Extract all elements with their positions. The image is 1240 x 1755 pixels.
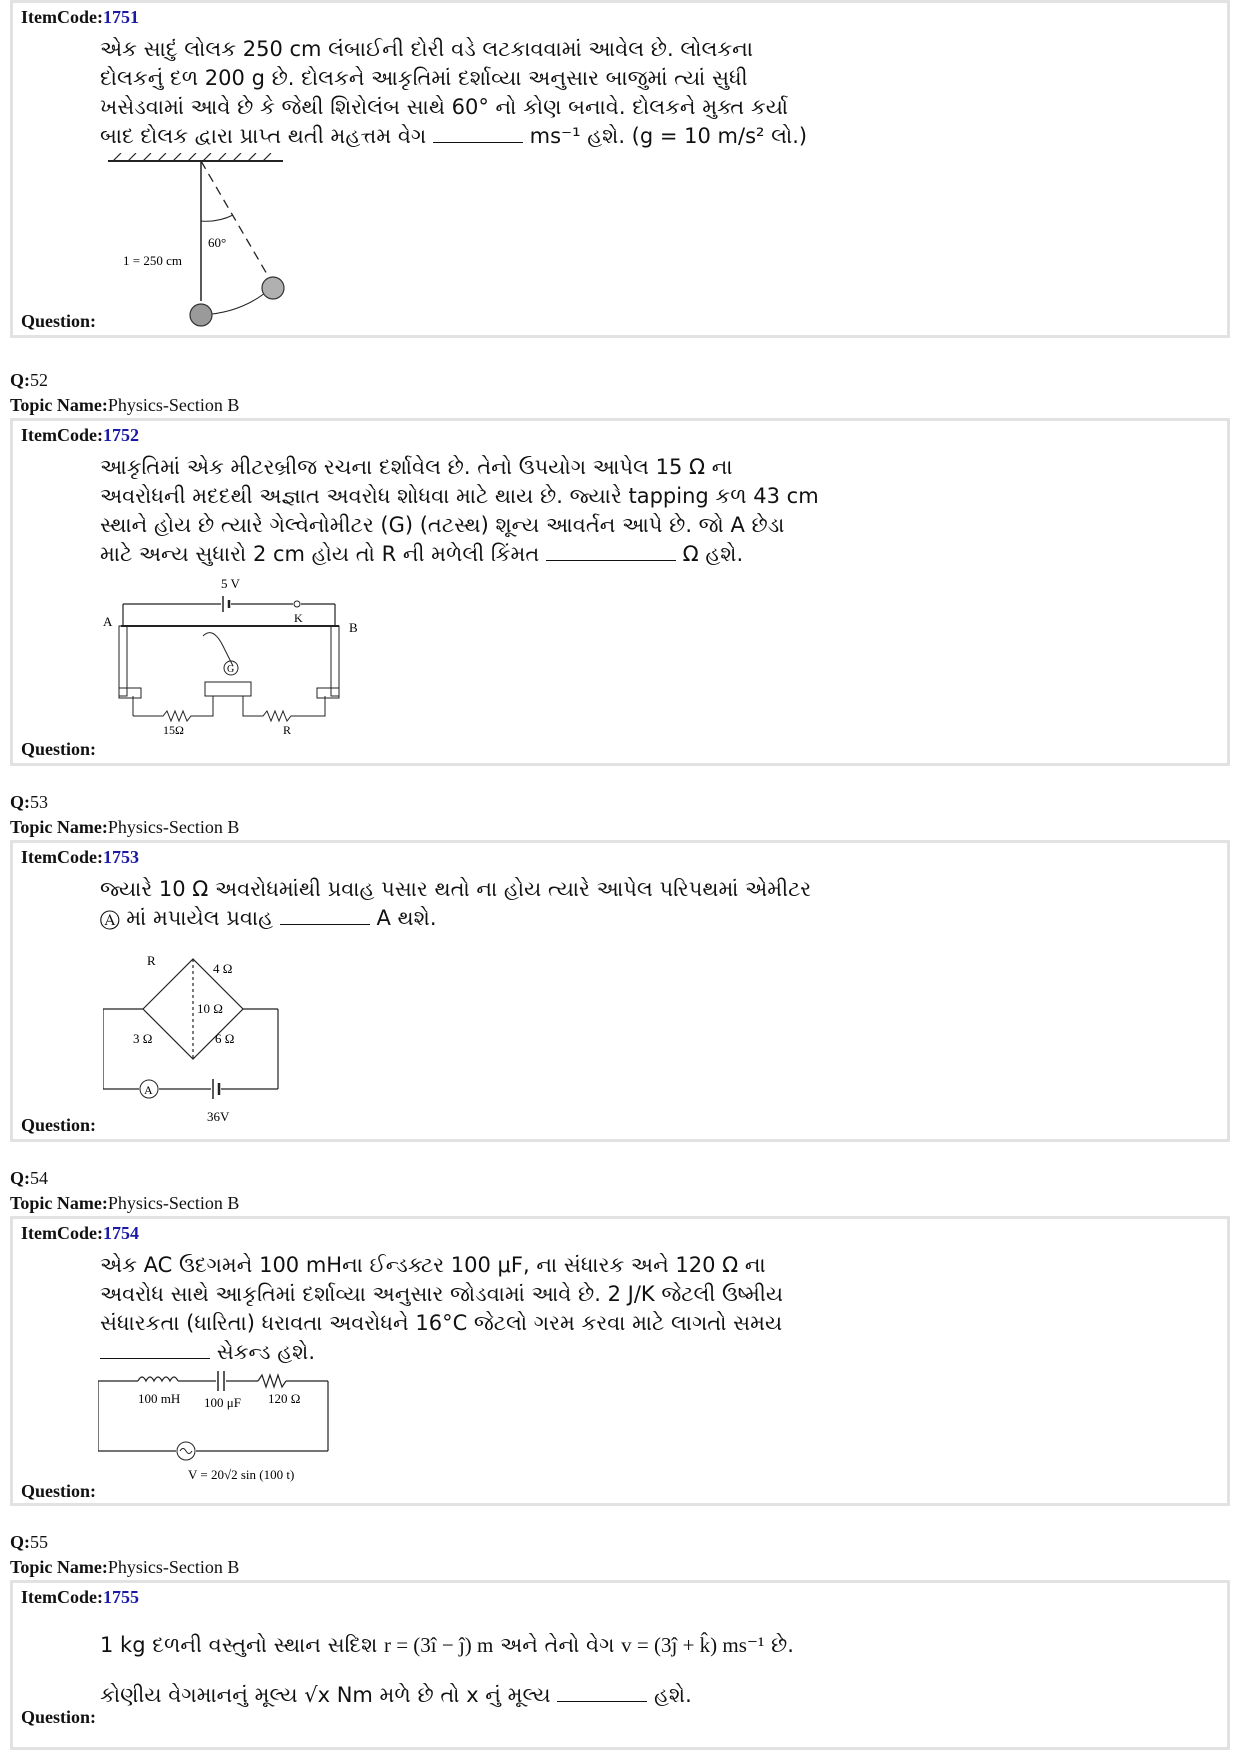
question-label: Question: — [21, 1481, 97, 1501]
stem-tail: સેકન્ડ હશે. — [216, 1340, 316, 1364]
length-label: 1 = 250 cm — [123, 253, 182, 268]
question-number — [10, 792, 48, 813]
stem-part: કોણીય વેગમાનનું મૂલ્ય √x Nm મળે છે તો x નું મૂલ્ય — [100, 1683, 551, 1707]
item-code — [21, 1223, 139, 1244]
question-card-1754 — [10, 1216, 1230, 1506]
question-label: Question: — [21, 1115, 97, 1135]
stem-part: અને તેનો વેગ — [500, 1633, 615, 1657]
stem-text: એક સાદું લોલક 250 cm લંબાઈની દોરી વડે લટકાવવામાં આવેલ છે. લોલકના દોલકનું દળ 200 g છે. દોલકને આકૃતિમાં દર્શાવ્યા અનુસાર બાજુમાં ત્યાં સુધી ખસેડવામાં આવે છે કે જેથી શિરોલંબ સાથે 60° નો કોણ બનાવે. દોલકને મુક્ત કર્યા બાદ દોલક દ્વારા પ્રાપ્ત થતી મહત્તમ વેગ — [100, 37, 789, 148]
resistor-r-label: R — [283, 723, 292, 736]
item-code-value: 1751 — [102, 7, 139, 27]
source-label: V = 20√2 sin (100 t) — [188, 1467, 295, 1482]
key-label: K — [294, 611, 303, 625]
question-card-1755 — [10, 1580, 1230, 1750]
topic-name — [10, 1193, 239, 1214]
end-a-label: A — [103, 614, 113, 629]
question-card-1753 — [10, 840, 1230, 1142]
topic-name — [10, 817, 239, 838]
resistor-label: 120 Ω — [268, 1391, 301, 1406]
item-code-value: 1755 — [102, 1587, 139, 1607]
stem-tail: ms⁻¹ હશે. (g = 10 m/s² લો.) — [529, 124, 808, 148]
item-code — [21, 7, 139, 28]
topic-label: Topic Name: — [10, 1193, 108, 1213]
question-card-1751 — [10, 0, 1230, 338]
stem-part: 1 kg દળની વસ્તુનો સ્થાન સદિશ — [100, 1633, 378, 1657]
question-stem-line-1 — [100, 1631, 880, 1660]
topic-value: Physics-Section B — [107, 1557, 240, 1577]
item-code-value: 1754 — [102, 1223, 139, 1243]
item-code-label: ItemCode: — [21, 1587, 103, 1607]
meter-bridge-figure — [93, 576, 393, 736]
stem-text: જ્યારે 10 Ω અવરોધમાંથી પ્રવાહ પસાર થતો ના હોય ત્યારે આપેલ પરિપથમાં એમીટર Ⓐ માં મપાયેલ પ્રવાહ — [100, 877, 812, 930]
answer-blank — [280, 906, 370, 925]
answer-blank — [546, 542, 676, 561]
question-stem — [100, 875, 820, 933]
item-code-label: ItemCode: — [21, 847, 103, 867]
answer-blank — [433, 124, 523, 143]
pendulum-figure — [93, 153, 313, 333]
topic-label: Topic Name: — [10, 395, 108, 415]
question-stem — [100, 1251, 820, 1367]
end-b-label: B — [349, 620, 358, 635]
topic-value: Physics-Section B — [107, 817, 240, 837]
question-label: Question: — [21, 311, 97, 331]
q-number: 54 — [30, 1168, 48, 1188]
wheatstone-circuit-figure — [103, 951, 303, 1131]
capacitor-label: 100 μF — [204, 1395, 241, 1410]
resistor-3-label: 3 Ω — [133, 1031, 153, 1046]
question-stem — [100, 453, 820, 569]
question-number — [10, 370, 48, 391]
question-stem-line-2 — [100, 1681, 880, 1710]
q-label: Q: — [10, 792, 30, 812]
item-code — [21, 1587, 139, 1608]
stem-text: એક AC ઉદગમને 100 mHના ઈન્ડક્ટર 100 μF, ના સંધારક અને 120 Ω ના અવરોધ સાથે આકૃતિમાં દર્શાવ્યા અનુસાર જોડવામાં આવે છે. 2 J/K જેટલી ઉષ્મીય સંધારકતા (ધારિતા) ધરાવતા અવરોધને 16°C જેટલો ગરમ કરવા માટે લાગતો સમય — [100, 1253, 784, 1335]
topic-name — [10, 395, 239, 416]
question-label: Question: — [21, 739, 97, 759]
resistor-r-label: R — [147, 953, 156, 968]
ammeter-label: A — [144, 1083, 153, 1097]
q-label: Q: — [10, 370, 30, 390]
angle-label: 60° — [208, 235, 227, 250]
resistor-4-label: 4 Ω — [213, 961, 233, 976]
topic-value: Physics-Section B — [107, 1193, 240, 1213]
item-code-label: ItemCode: — [21, 7, 103, 27]
answer-blank — [100, 1340, 210, 1359]
question-stem — [100, 35, 820, 151]
stem-part: હશે. — [653, 1683, 692, 1707]
q-label: Q: — [10, 1532, 30, 1552]
resistor-15-label: 15Ω — [163, 723, 184, 736]
voltage-label: 5 V — [221, 576, 240, 591]
position-vector: r = (3î − ĵ) m — [383, 1633, 494, 1657]
topic-label: Topic Name: — [10, 817, 108, 837]
item-code — [21, 847, 139, 868]
q-label: Q: — [10, 1168, 30, 1188]
lcr-circuit-figure — [98, 1369, 358, 1499]
item-code-value: 1753 — [102, 847, 139, 867]
answer-blank — [557, 1683, 647, 1702]
stem-part: છે. — [771, 1633, 794, 1657]
resistor-10-label: 10 Ω — [197, 1001, 223, 1016]
item-code — [21, 425, 139, 446]
topic-name — [10, 1557, 239, 1578]
topic-value: Physics-Section B — [107, 395, 240, 415]
topic-label: Topic Name: — [10, 1557, 108, 1577]
q-number: 55 — [30, 1532, 48, 1552]
question-label: Question: — [21, 1707, 97, 1727]
stem-tail: A થશે. — [376, 906, 437, 930]
velocity-vector: v = (3ĵ + k̂) ms⁻¹ — [621, 1633, 765, 1657]
question-number — [10, 1532, 48, 1553]
stem-text: આકૃતિમાં એક મીટરબ્રીજ રચના દર્શાવેલ છે. તેનો ઉપયોગ આપેલ 15 Ω ના અવરોધની મદદથી અજ્ઞાત અવરોધ શોધવા માટે થાય છે. જ્યારે tapping કળ 43 cm સ્થાને હોય છે ત્યારે ગેલ્વેનોમીટર (G) (તટસ્થ) શૂન્ય આવર્તન આપે છે. જો A છેડા માટે અન્ય સુધારો 2 cm હોય તો R ની મળેલી કિંમત — [100, 455, 819, 566]
item-code-label: ItemCode: — [21, 425, 103, 445]
resistor-6-label: 6 Ω — [215, 1031, 235, 1046]
item-code-label: ItemCode: — [21, 1223, 103, 1243]
stem-tail: Ω હશે. — [682, 542, 744, 566]
question-card-1752 — [10, 418, 1230, 766]
inductor-label: 100 mH — [138, 1391, 181, 1406]
item-code-value: 1752 — [102, 425, 139, 445]
question-number — [10, 1168, 48, 1189]
q-number: 53 — [30, 792, 48, 812]
battery-label: 36V — [207, 1109, 230, 1124]
galvanometer-label: G — [227, 664, 235, 675]
q-number: 52 — [30, 370, 48, 390]
